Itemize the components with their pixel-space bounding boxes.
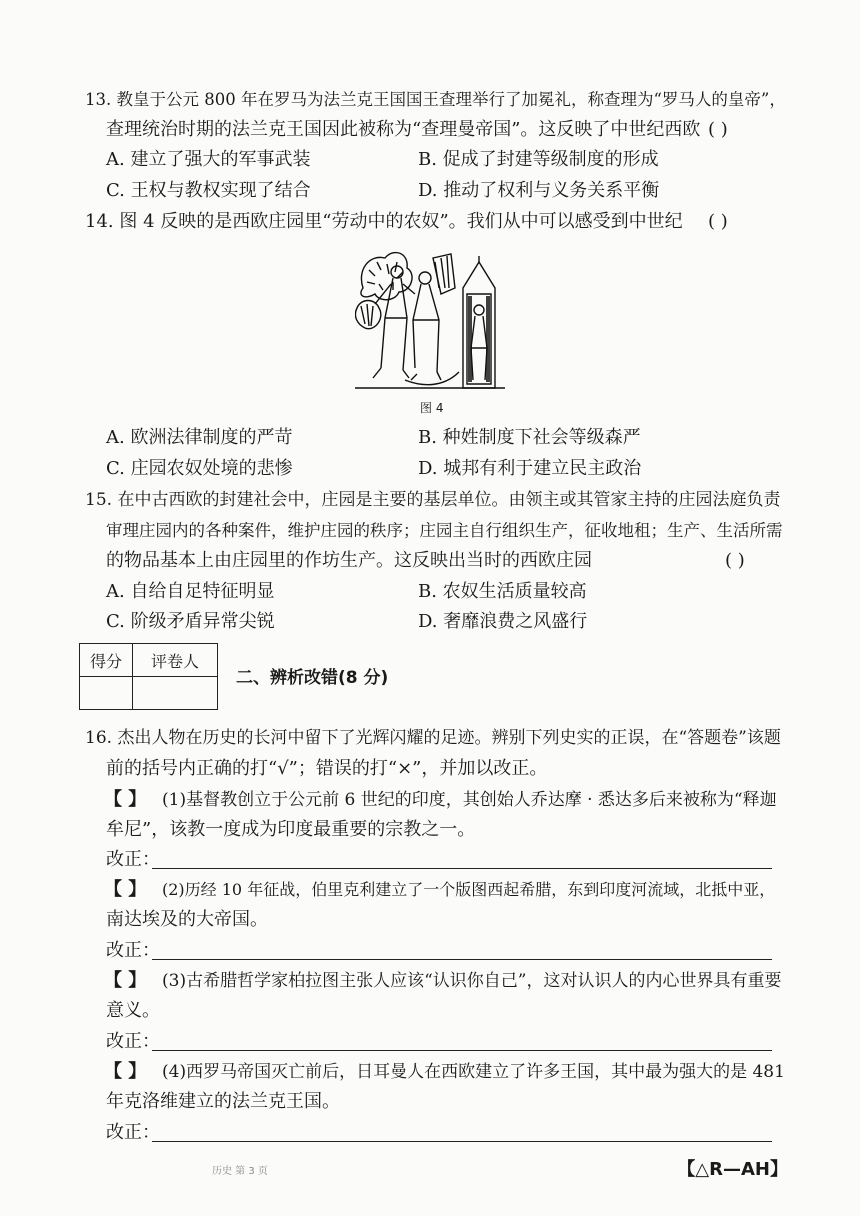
q16-item-3-bracket: 【 】 [104, 970, 147, 991]
q13-option-c: C. 王权与教权实现了结合 [106, 180, 311, 201]
q16-item-4-correction-line [152, 1141, 772, 1142]
q13-line-2: 查理统治时期的法兰克王国因此被称为“查理曼帝国”。这反映了中世纪西欧 [106, 119, 701, 140]
q16-item-2-line-1: (2)历经 10 年征战，伯里克利建立了一个版图西起希腊，东到印度河流域，北抵中亚， [162, 880, 776, 899]
q15-option-d: D. 奢靡浪费之风盛行 [418, 611, 588, 632]
q16-item-4-correction-label: 改正： [106, 1122, 160, 1143]
q16-item-1-correction-line [152, 868, 772, 869]
figure-caption: 图 4 [420, 401, 444, 415]
serfs-at-work-illustration [355, 248, 505, 398]
q13-answer-paren: ( ) [708, 119, 728, 140]
q16-item-1-bracket: 【 】 [104, 789, 147, 810]
score-table [79, 643, 218, 710]
section-title: 二、辨析改错(8 分) [236, 668, 389, 688]
q14-option-d: D. 城邦有利于建立民主政治 [418, 458, 642, 479]
q16-item-2-correction-line [152, 959, 772, 960]
q14-line-1: 14. 图 4 反映的是西欧庄园里“劳动中的农奴”。我们从中可以感受到中世纪 [85, 211, 683, 232]
q16-line-1: 16. 杰出人物在历史的长河中留下了光辉闪耀的足迹。辨别下列史实的正误，在“答题卷”该题 [85, 728, 781, 748]
score-header: 得分 [80, 644, 133, 677]
q14-option-a: A. 欧洲法律制度的严苛 [106, 427, 293, 448]
q15-option-a: A. 自给自足特征明显 [106, 581, 275, 602]
q13-option-d: D. 推动了权利与义务关系平衡 [418, 180, 660, 201]
grader-cell [133, 677, 218, 710]
q16-item-1-line-2: 牟尼”，该教一度成为印度最重要的宗教之一。 [106, 819, 476, 840]
q15-option-b: B. 农奴生活质量较高 [418, 581, 587, 602]
q16-item-2-correction-label: 改正： [106, 940, 160, 961]
paper-code-mark: 【△R—AH】 [677, 1159, 788, 1180]
q16-item-4-line-1: (4)西罗马帝国灭亡前后，日耳曼人在西欧建立了许多王国，其中最为强大的是 481 [162, 1062, 785, 1082]
q15-option-c: C. 阶级矛盾异常尖锐 [106, 611, 275, 632]
q16-line-2: 前的括号内正确的打“√”；错误的打“×”，并加以改正。 [106, 758, 548, 779]
q14-option-c: C. 庄园农奴处境的悲惨 [106, 458, 293, 479]
q15-line-3: 的物品基本上由庄园里的作坊生产。这反映出当时的西欧庄园 [106, 550, 592, 571]
q16-item-1-correction-label: 改正： [106, 849, 160, 870]
page-footer-faint: 历史 第 3 页 [212, 1166, 268, 1177]
q15-line-1: 15. 在中古西欧的封建社会中，庄园是主要的基层单位。由领主或其管家主持的庄园法庭负责 [85, 490, 781, 510]
q16-item-3-correction-line [152, 1050, 772, 1051]
q16-item-3-line-2: 意义。 [106, 1000, 160, 1021]
q14-answer-paren: ( ) [708, 211, 728, 232]
q16-item-2-line-2: 南达埃及的大帝国。 [106, 909, 268, 930]
q16-item-2-bracket: 【 】 [104, 879, 147, 900]
q16-item-4-bracket: 【 】 [104, 1061, 147, 1082]
score-cell [80, 677, 133, 710]
q13-option-a: A. 建立了强大的军事武装 [106, 149, 311, 170]
q16-item-3-correction-label: 改正： [106, 1031, 160, 1052]
q13-option-b: B. 促成了封建等级制度的形成 [418, 149, 659, 170]
q16-item-3-line-1: (3)古希腊哲学家柏拉图主张人应该“认识你自己”，这对认识人的内心世界具有重要 [162, 971, 782, 991]
q14-option-b: B. 种姓制度下社会等级森严 [418, 427, 641, 448]
grader-header: 评卷人 [133, 644, 218, 677]
q16-item-4-line-2: 年克洛维建立的法兰克王国。 [106, 1091, 340, 1112]
q16-item-1-line-1: (1)基督教创立于公元前 6 世纪的印度，其创始人乔达摩 · 悉达多后来被称为“释迦 [162, 790, 777, 810]
q13-line-1: 13. 教皇于公元 800 年在罗马为法兰克王国国王查理举行了加冕礼，称查理为“罗马人的皇帝”， [85, 90, 786, 109]
q15-line-2: 审理庄园内的各种案件，维护庄园的秩序；庄园主自行组织生产，征收地租；生产、生活所需 [106, 521, 783, 540]
q15-answer-paren: ( ) [725, 550, 745, 571]
